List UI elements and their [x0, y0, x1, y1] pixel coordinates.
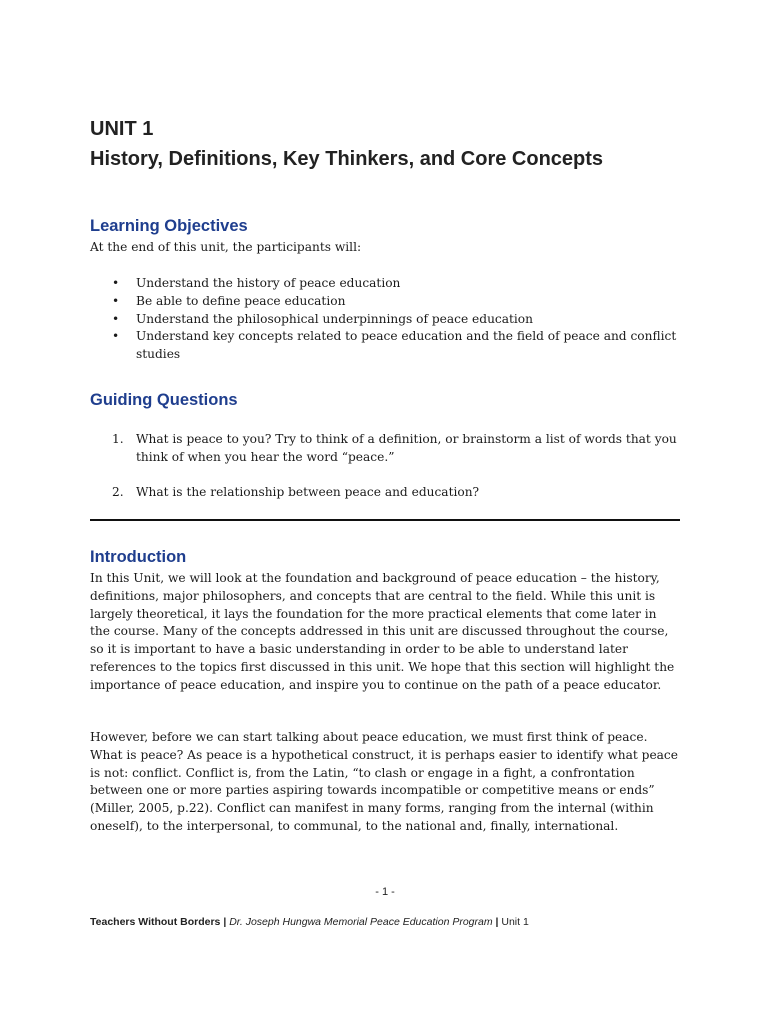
bullet-icon: • [112, 276, 120, 290]
list-item [90, 431, 680, 467]
footer-separator: | [220, 916, 230, 928]
list-item [90, 311, 680, 329]
page-footer [90, 916, 680, 928]
list-item [90, 328, 680, 364]
learning-objectives-intro: At the end of this unit, the participants will: [90, 240, 362, 254]
list-number: 1. [112, 432, 124, 446]
question-text: What is peace to you? Try to think of a definition, or brainstorm a list of words that you think of when you hear the word “peace.” [136, 432, 677, 464]
question-text: What is the relationship between peace and education? [136, 485, 480, 499]
footer-separator: | [492, 916, 502, 928]
list-number: 2. [112, 485, 124, 499]
bullet-icon: • [112, 311, 120, 326]
footer-unit: Unit 1 [501, 916, 529, 928]
footer-program: Dr. Joseph Hungwa Memorial Peace Education Program [229, 916, 493, 928]
guiding-questions-list-continued [90, 484, 680, 502]
list-item-text: Understand the philosophical underpinnings of peace education [136, 311, 533, 326]
guiding-questions-list [90, 431, 680, 467]
introduction-paragraph-2: However, before we can start talking about peace education, we must first think of peace. What is peace? As peace is a hypothetical construct, it is perhaps easier to identify what peace is not: conflict. Conflict is, from the Latin, “to clash or engage in a fight, a confrontation between one or more parties aspiring towards incompatible or competitive means or ends” (Miller, 2005, p.22). Conflict can manifest in many forms, ranging from the internal (within oneself), to the interpersonal, to communal, to the national and, finally, international. [90, 730, 678, 833]
introduction-paragraph-1: In this Unit, we will look at the foundation and background of peace education – the history, definitions, major philosophers, and concepts that are central to the field. While this unit is largely theoretical, it lays the foundation for the more practical elements that come later in the course. Many of the concepts addressed in this unit are discussed throughout the course, so it is important to have a basic understanding in order to be able to understand later references to the topics first discussed in this unit. We hope that this section will highlight the importance of peace education, and inspire you to continue on the path of a peace educator. [90, 571, 675, 692]
section-divider [90, 519, 680, 521]
footer-org: Teachers Without Borders [90, 916, 221, 928]
guiding-questions-heading: Guiding Questions [90, 391, 238, 409]
bullet-icon: • [112, 329, 120, 344]
bullet-icon: • [112, 293, 120, 308]
page-title: History, Definitions, Key Thinkers, and Core Concepts [90, 148, 604, 170]
list-item [90, 484, 680, 502]
list-item-text: Understand key concepts related to peace education and the field of peace and conflict studies [136, 329, 677, 362]
list-item [90, 275, 680, 293]
list-item [90, 293, 680, 311]
learning-objectives-list [90, 275, 680, 364]
list-item-text: Be able to define peace education [136, 293, 346, 308]
page-number: - 1 - [375, 886, 395, 898]
unit-number: UNIT 1 [90, 118, 154, 140]
introduction-heading: Introduction [90, 548, 187, 566]
list-item-text: Understand the history of peace education [136, 276, 401, 290]
learning-objectives-heading: Learning Objectives [90, 217, 248, 235]
